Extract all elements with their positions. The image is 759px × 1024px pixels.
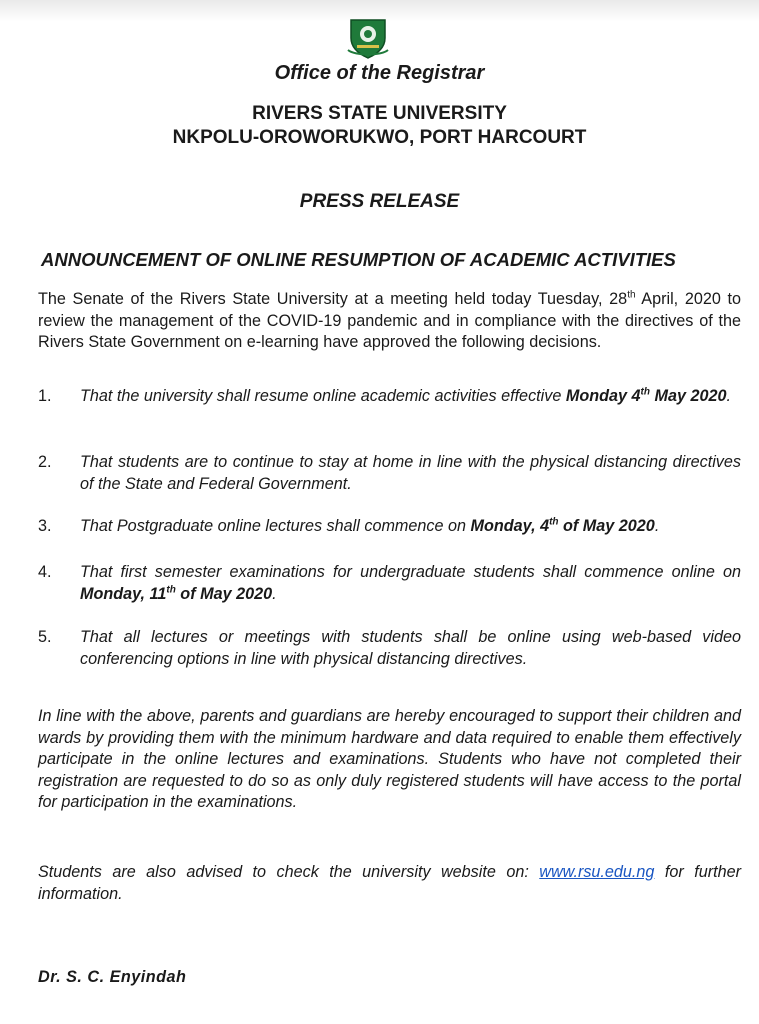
item-date-b: of May 2020 — [175, 584, 273, 603]
item-end: . — [654, 517, 660, 535]
signature: Dr. S. C. Enyindah — [38, 968, 187, 986]
item-text: That students are to continue to stay at home in line with the physical distancing directives of the State and Federal Government. — [80, 453, 741, 493]
item-date-a: Monday 4 — [565, 387, 641, 405]
item-date-a: Monday, 4 — [470, 517, 550, 535]
office-heading: Office of the Registrar — [274, 62, 485, 84]
website-advice — [38, 862, 741, 905]
intro-text-a: The Senate of the Rivers State University at a meeting held today Tuesday, 28 — [38, 290, 628, 308]
item-date-sup: th — [640, 386, 650, 398]
item-date-b: of May 2020 — [558, 517, 655, 535]
item-date-sup: th — [549, 516, 559, 528]
item-body: That first semester examinations for undergraduate students shall commence online on — [80, 563, 741, 581]
item-date — [80, 585, 272, 603]
advice-text-a: Students are also advised to check the university website on: — [38, 863, 540, 881]
announcement-title: ANNOUNCEMENT OF ONLINE RESUMPTION OF ACADEMIC ACTIVITIES — [41, 249, 676, 270]
item-number: 2. — [38, 453, 52, 471]
item-date — [566, 387, 727, 405]
intro-sup: th — [627, 289, 636, 301]
item-text — [80, 516, 741, 538]
item-number: 3. — [38, 517, 52, 535]
closing-paragraph: In line with the above, parents and guardians are hereby encouraged to support their children and wards by providing them with the minimum hardware and data required to enable them effectively participate in the online lectures and examinations. Students who have not completed their registration are requested to do so as only duly registered students will have access to the portal for participation in the examinations. — [38, 707, 741, 811]
item-text — [80, 562, 741, 605]
item-body: That Postgraduate online lectures shall commence on — [80, 517, 471, 535]
item-date — [471, 517, 655, 535]
university-crest-icon — [345, 14, 391, 60]
item-number: 5. — [38, 628, 52, 646]
item-date-b: May 2020 — [649, 387, 727, 405]
press-release-heading: PRESS RELEASE — [299, 191, 460, 212]
item-date-sup: th — [166, 584, 176, 596]
item-text — [80, 386, 741, 408]
intro-text-b: April, 2020 to review the management of the COVID-19 pandemic and in compliance with the directives of the Rivers State Government on e-learning have approved the following decisions. — [38, 290, 741, 351]
item-end: . — [272, 584, 277, 603]
university-name: RIVERS STATE UNIVERSITY — [252, 103, 507, 124]
website-link[interactable]: www.rsu.edu.ng — [539, 863, 655, 881]
item-number: 1. — [38, 387, 52, 405]
item-end: . — [726, 387, 731, 405]
item-date-a: Monday, 11 — [80, 584, 167, 603]
intro-paragraph — [38, 289, 741, 354]
item-number: 4. — [38, 563, 52, 581]
item-text: That all lectures or meetings with students shall be online using web-based video conferencing options in line with physical distancing directives. — [80, 628, 741, 668]
advice-text-b: for further information. — [38, 863, 741, 903]
item-body: That the university shall resume online academic activities effective — [80, 387, 566, 405]
university-address: NKPOLU-OROWORUKWO, PORT HARCOURT — [172, 127, 587, 148]
